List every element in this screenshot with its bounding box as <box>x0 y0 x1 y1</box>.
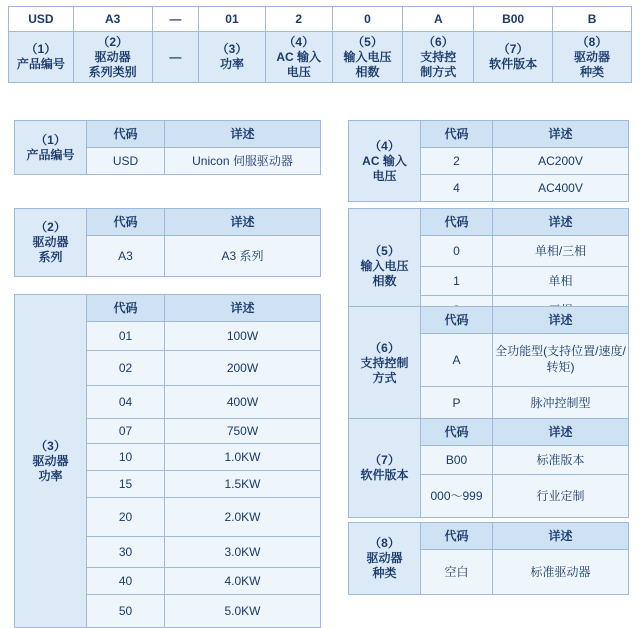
section-product-number-table <box>14 120 321 175</box>
column-header-code: 代码 <box>87 209 165 236</box>
row-detail: 脉冲控制型 <box>493 387 629 420</box>
row-code: 2 <box>421 148 493 175</box>
section-control-mode-table <box>348 306 629 420</box>
column-header-code: 代码 <box>87 295 165 322</box>
column-header-detail: 详述 <box>493 121 629 148</box>
row-detail: 行业定制 <box>493 475 629 518</box>
model-desc-cell: （4） AC 输入 电压 <box>265 32 332 83</box>
row-code: 15 <box>87 471 165 498</box>
section-label: （2） 驱动器 系列 <box>15 209 87 277</box>
row-detail: 5.0KW <box>165 595 321 628</box>
row-detail: AC400V <box>493 175 629 202</box>
section-series-table <box>14 208 321 277</box>
row-code: 空白 <box>421 550 493 595</box>
row-code: 04 <box>87 386 165 419</box>
section-label: （6） 支持控制 方式 <box>349 307 421 420</box>
row-detail: 全功能型(支持位置/速度/转矩) <box>493 334 629 387</box>
row-code: 30 <box>87 537 165 568</box>
row-code: 50 <box>87 595 165 628</box>
section-label: （7） 软件版本 <box>349 419 421 518</box>
model-code-cell: — <box>152 7 199 32</box>
row-code: 20 <box>87 498 165 537</box>
row-code: 40 <box>87 568 165 595</box>
column-header-code: 代码 <box>421 209 493 236</box>
model-desc-cell: （2） 驱动器 系列类别 <box>73 32 152 83</box>
model-desc-cell: （8） 驱动器 种类 <box>553 32 632 83</box>
row-code: 01 <box>87 322 165 351</box>
row-code: B00 <box>421 446 493 475</box>
model-desc-cell: （5） 输入电压 相数 <box>332 32 403 83</box>
section-ac-input-voltage-table <box>348 120 629 202</box>
row-code: 000～999 <box>421 475 493 518</box>
model-desc-cell: （1） 产品编号 <box>9 32 74 83</box>
model-code-cell: 01 <box>199 7 266 32</box>
row-code: A3 <box>87 236 165 277</box>
model-code-table <box>8 6 632 83</box>
row-code: 0 <box>421 236 493 267</box>
model-code-cell: B00 <box>474 7 553 32</box>
row-detail: 单相/三相 <box>493 236 629 267</box>
row-detail: 200W <box>165 351 321 386</box>
row-detail: Unicon 伺服驱动器 <box>165 148 321 175</box>
section-label: （8） 驱动器 种类 <box>349 523 421 595</box>
section-label: （1） 产品编号 <box>15 121 87 175</box>
model-code-cell: A3 <box>73 7 152 32</box>
column-header-code: 代码 <box>87 121 165 148</box>
model-desc-cell: （7） 软件版本 <box>474 32 553 83</box>
model-code-cell: 0 <box>332 7 403 32</box>
row-code: 1 <box>421 267 493 296</box>
row-detail: A3 系列 <box>165 236 321 277</box>
column-header-code: 代码 <box>421 121 493 148</box>
row-code: 07 <box>87 419 165 444</box>
row-detail: 100W <box>165 322 321 351</box>
model-code-header-row <box>9 7 632 32</box>
row-detail: 750W <box>165 419 321 444</box>
section-software-version-table <box>348 418 629 518</box>
row-detail: 单相 <box>493 267 629 296</box>
column-header-detail: 详述 <box>493 419 629 446</box>
row-detail: 标准驱动器 <box>493 550 629 595</box>
column-header-detail: 详述 <box>493 307 629 334</box>
model-desc-cell: （3） 功率 <box>199 32 266 83</box>
column-header-detail: 详述 <box>165 295 321 322</box>
section-power-table <box>14 294 321 628</box>
section-label: （5） 输入电压 相数 <box>349 209 421 325</box>
model-desc-cell: （6） 支持控 制方式 <box>403 32 474 83</box>
model-code-cell: B <box>553 7 632 32</box>
model-code-description-row <box>9 32 632 83</box>
row-detail: 3.0KW <box>165 537 321 568</box>
row-code: 02 <box>87 351 165 386</box>
column-header-code: 代码 <box>421 523 493 550</box>
row-detail: 4.0KW <box>165 568 321 595</box>
row-detail: AC200V <box>493 148 629 175</box>
section-drive-type-table <box>348 522 629 595</box>
section-label: （4） AC 输入 电压 <box>349 121 421 202</box>
model-code-cell: A <box>403 7 474 32</box>
row-detail: 400W <box>165 386 321 419</box>
model-code-cell: 2 <box>265 7 332 32</box>
column-header-detail: 详述 <box>165 209 321 236</box>
row-code: USD <box>87 148 165 175</box>
section-label: （3） 驱动器 功率 <box>15 295 87 628</box>
column-header-detail: 详述 <box>493 523 629 550</box>
model-desc-cell: — <box>152 32 199 83</box>
column-header-code: 代码 <box>421 419 493 446</box>
row-code: 10 <box>87 444 165 471</box>
row-code: P <box>421 387 493 420</box>
column-header-detail: 详述 <box>165 121 321 148</box>
row-detail: 2.0KW <box>165 498 321 537</box>
row-detail: 标准版本 <box>493 446 629 475</box>
column-header-detail: 详述 <box>493 209 629 236</box>
row-detail: 1.0KW <box>165 444 321 471</box>
row-code: A <box>421 334 493 387</box>
column-header-code: 代码 <box>421 307 493 334</box>
row-detail: 1.5KW <box>165 471 321 498</box>
model-code-cell: USD <box>9 7 74 32</box>
row-code: 4 <box>421 175 493 202</box>
